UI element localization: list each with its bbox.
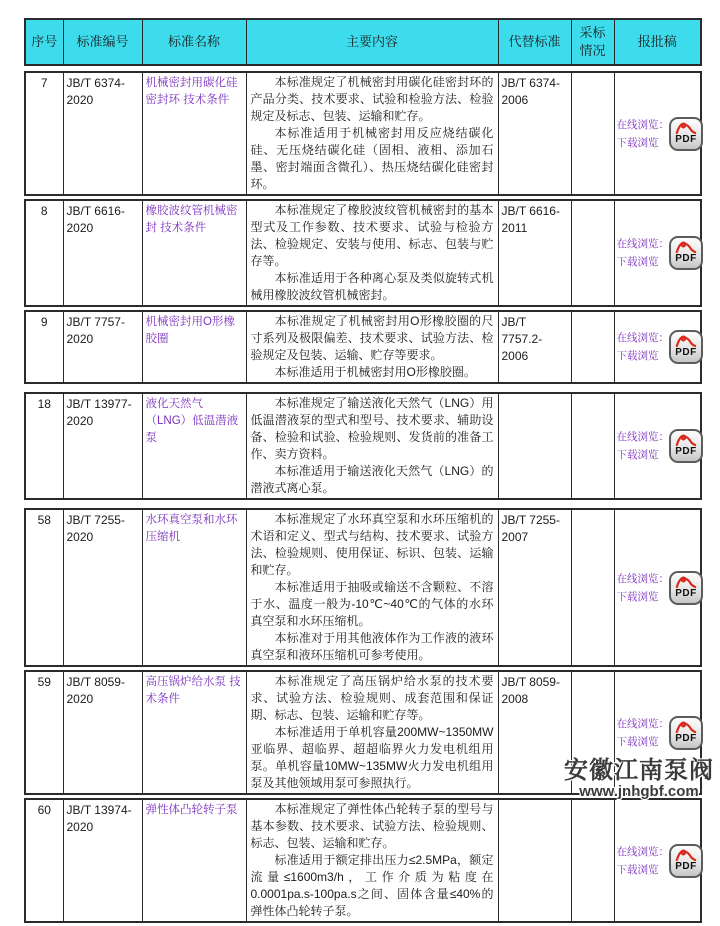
replaced-standard: JB/T 6374-2006 <box>498 72 571 195</box>
approval-draft-cell <box>614 393 701 499</box>
standard-row <box>24 798 702 923</box>
standard-code: JB/T 13974-2020 <box>63 799 142 922</box>
standard-content <box>246 200 498 306</box>
pdf-icon[interactable] <box>669 571 703 605</box>
pdf-label: PDF <box>675 732 697 744</box>
draft-links-wrap <box>617 235 700 271</box>
header-row <box>25 19 701 65</box>
download-view-link[interactable]: 下载浏览 <box>616 863 659 876</box>
content-paragraph: 本标准规定了机械密封用碳化硅密封环的产品分类、技术要求、试验和检验方法、检验规定及标志、包装、运输和贮存。 <box>250 75 494 123</box>
pdf-label: PDF <box>675 253 697 264</box>
content-paragraph: 本标准规定了机械密封用O形橡胶圈的尺寸系列及极限偏差、技术要求、试验方法、检验规定及包装、运输、贮存等要求。 <box>250 314 494 362</box>
standard-code: JB/T 7255-2020 <box>63 509 142 666</box>
content-paragraph: 标准适用于额定排出压力≤2.5MPa，额定流量≤1600m3/h，工作介质为粘度在0.0001pa.s-100pa.s之间、固体含量≤40%的弹性体凸轮转子泵。 <box>250 853 494 918</box>
standard-code: JB/T 13977-2020 <box>63 393 142 499</box>
row-number: 60 <box>25 799 63 922</box>
download-view-link[interactable]: 下载浏览 <box>616 735 659 748</box>
replaced-standard: JB/T 8059-2008 <box>498 671 571 794</box>
standard-content <box>246 311 498 383</box>
replaced-standard: JB/T 7255-2007 <box>498 509 571 666</box>
draft-links-wrap <box>617 570 700 606</box>
content-paragraph: 本标准适用于输送液化天然气（LNG）的潜液式离心泵。 <box>250 464 494 495</box>
standard-code: JB/T 8059-2020 <box>63 671 142 794</box>
standard-name-link[interactable]: 水环真空泵和水环压缩机 <box>142 509 246 666</box>
download-view-link[interactable]: 下载浏览 <box>616 256 659 268</box>
online-view-link[interactable]: 在线浏览： <box>616 717 669 730</box>
watermark-url: www.jnhgbf.com <box>579 783 699 800</box>
draft-links <box>617 329 670 365</box>
draft-links <box>617 715 670 751</box>
pdf-icon[interactable] <box>669 429 703 463</box>
online-view-link[interactable]: 在线浏览： <box>616 238 669 250</box>
approval-draft-cell <box>614 200 701 306</box>
col-header-replaces: 代替标准 <box>498 19 571 65</box>
online-view-link[interactable]: 在线浏览： <box>616 845 669 858</box>
col-header-no: 序号 <box>25 19 63 65</box>
online-view-link[interactable]: 在线浏览： <box>616 118 669 131</box>
standard-content <box>246 393 498 499</box>
pdf-icon[interactable] <box>669 716 703 750</box>
draft-links <box>617 428 670 464</box>
content-paragraph: 本标准适用于单机容量200MW~1350MW亚临界、超临界、超超临界火力发电机组用泵。单机容量10MW~135MW火力发电机组用泵及其他领域用泵可参照执行。 <box>250 725 494 790</box>
standard-content <box>246 72 498 195</box>
content-paragraph: 本标准适用于机械密封用反应烧结碳化硅、无压烧结碳化硅（固相、液相、添加石墨、密封端面含微孔）、热压烧结碳化硅密封环。 <box>250 126 494 191</box>
adoption-status <box>571 799 614 922</box>
pdf-acrobat-glyph <box>675 334 697 347</box>
pdf-label: PDF <box>675 587 697 599</box>
col-header-adoption: 采标情况 <box>571 19 614 65</box>
approval-draft-cell <box>614 72 701 195</box>
download-view-link[interactable]: 下载浏览 <box>616 350 659 362</box>
standard-content <box>246 509 498 666</box>
content-paragraph: 本标准规定了弹性体凸轮转子泵的型号与基本参数、技术要求、试验方法、检验规则、标志、包装、运输和贮存。 <box>250 802 494 850</box>
pdf-acrobat-glyph <box>675 575 697 588</box>
standard-name-link[interactable]: 液化天然气（LNG）低温潜液泵 <box>142 393 246 499</box>
pdf-label: PDF <box>675 860 697 872</box>
draft-links-wrap <box>617 843 700 879</box>
pdf-label: PDF <box>675 446 697 457</box>
standard-name-link[interactable]: 弹性体凸轮转子泵 <box>142 799 246 922</box>
pdf-acrobat-glyph <box>675 433 697 446</box>
row-number: 7 <box>25 72 63 195</box>
standard-row <box>24 71 702 196</box>
pdf-acrobat-glyph <box>675 720 697 733</box>
adoption-status <box>571 509 614 666</box>
standard-name-link[interactable]: 机械密封用碳化硅密封环 技术条件 <box>142 72 246 195</box>
download-view-link[interactable]: 下载浏览 <box>616 449 659 461</box>
standard-name-link[interactable]: 高压锅炉给水泵 技术条件 <box>142 671 246 794</box>
draft-links-wrap <box>617 116 700 152</box>
col-header-content: 主要内容 <box>246 19 498 65</box>
row-number: 58 <box>25 509 63 666</box>
row-number: 59 <box>25 671 63 794</box>
standard-code: JB/T 6374-2020 <box>63 72 142 195</box>
standard-row <box>24 310 702 384</box>
draft-links-wrap <box>617 329 700 365</box>
content-paragraph: 本标准规定了高压锅炉给水泵的技术要求、试验方法、检验规则、成套范围和保证期、标志、包装、运输和贮存等。 <box>250 674 494 722</box>
download-view-link[interactable]: 下载浏览 <box>616 590 659 603</box>
watermark <box>564 758 714 800</box>
standard-row <box>24 199 702 307</box>
draft-links <box>617 116 670 152</box>
download-view-link[interactable]: 下载浏览 <box>616 136 659 149</box>
adoption-status <box>571 393 614 499</box>
replaced-standard: JB/T 6616-2011 <box>498 200 571 306</box>
col-header-draft: 报批稿 <box>614 19 701 65</box>
approval-draft-cell <box>614 509 701 666</box>
draft-links-wrap <box>617 428 700 464</box>
draft-links-wrap <box>617 715 700 751</box>
standard-row <box>24 508 702 667</box>
pdf-acrobat-glyph <box>675 848 697 861</box>
draft-links <box>617 843 670 879</box>
standard-name-link[interactable]: 机械密封用O形橡胶圈 <box>142 311 246 383</box>
adoption-status <box>571 72 614 195</box>
approval-draft-cell <box>614 311 701 383</box>
content-paragraph: 本标准对于用其他液体作为工作液的液环真空泵和液环压缩机可参考使用。 <box>250 631 494 662</box>
row-number: 8 <box>25 200 63 306</box>
standard-content <box>246 671 498 794</box>
replaced-standard <box>498 799 571 922</box>
pdf-acrobat-glyph <box>675 121 697 134</box>
row-number: 9 <box>25 311 63 383</box>
table-header <box>24 18 702 66</box>
standard-code: JB/T 6616-2020 <box>63 200 142 306</box>
content-paragraph: 本标准规定了输送液化天然气（LNG）用低温潜液泵的型式和型号、技术要求、辅助设备、检验和试验、检验规则、发货前的准备工作、卖方资料。 <box>250 396 494 461</box>
watermark-company: 安徽江南泵阀 <box>564 757 714 784</box>
standard-name-link[interactable]: 橡胶波纹管机械密封 技术条件 <box>142 200 246 306</box>
content-paragraph: 本标准规定了水环真空泵和水环压缩机的术语和定义、型式与结构、技术要求、试验方法、检验规则、使用保证、标识、包装、运输和贮存。 <box>250 512 494 577</box>
content-paragraph: 本标准规定了橡胶波纹管机械密封的基本型式及工作参数、技术要求、试验与检验方法、检验规定、安装与使用、标志、包装与贮存等。 <box>250 203 494 268</box>
content-paragraph: 本标准适用于机械密封用O形橡胶圈。 <box>274 365 476 379</box>
replaced-standard: JB/T 7757.2-2006 <box>498 311 571 383</box>
pdf-icon[interactable] <box>669 236 703 270</box>
pdf-label: PDF <box>675 133 697 145</box>
adoption-status <box>571 311 614 383</box>
pdf-label: PDF <box>675 347 697 358</box>
standard-content <box>246 799 498 922</box>
replaced-standard <box>498 393 571 499</box>
standard-row <box>24 392 702 500</box>
content-paragraph: 本标准适用于抽吸或输送不含颗粒、不溶于水、温度一般为-10℃~40℃的气体的水环真空泵和水环压缩机。 <box>250 580 494 628</box>
draft-links <box>617 235 670 271</box>
row-number: 18 <box>25 393 63 499</box>
col-header-name: 标准名称 <box>142 19 246 65</box>
approval-draft-cell <box>614 799 701 922</box>
content-paragraph: 本标准适用于各种离心泵及类似旋转式机械用橡胶波纹管机械密封。 <box>250 271 494 302</box>
adoption-status <box>571 200 614 306</box>
online-view-link[interactable]: 在线浏览： <box>616 332 669 344</box>
standard-code: JB/T 7757-2020 <box>63 311 142 383</box>
draft-links <box>617 570 670 606</box>
pdf-icon[interactable] <box>669 844 703 878</box>
online-view-link[interactable]: 在线浏览： <box>616 431 669 443</box>
col-header-code: 标准编号 <box>63 19 142 65</box>
online-view-link[interactable]: 在线浏览： <box>616 572 669 585</box>
pdf-icon[interactable] <box>669 117 703 151</box>
pdf-acrobat-glyph <box>675 240 697 253</box>
pdf-icon[interactable] <box>669 330 703 364</box>
